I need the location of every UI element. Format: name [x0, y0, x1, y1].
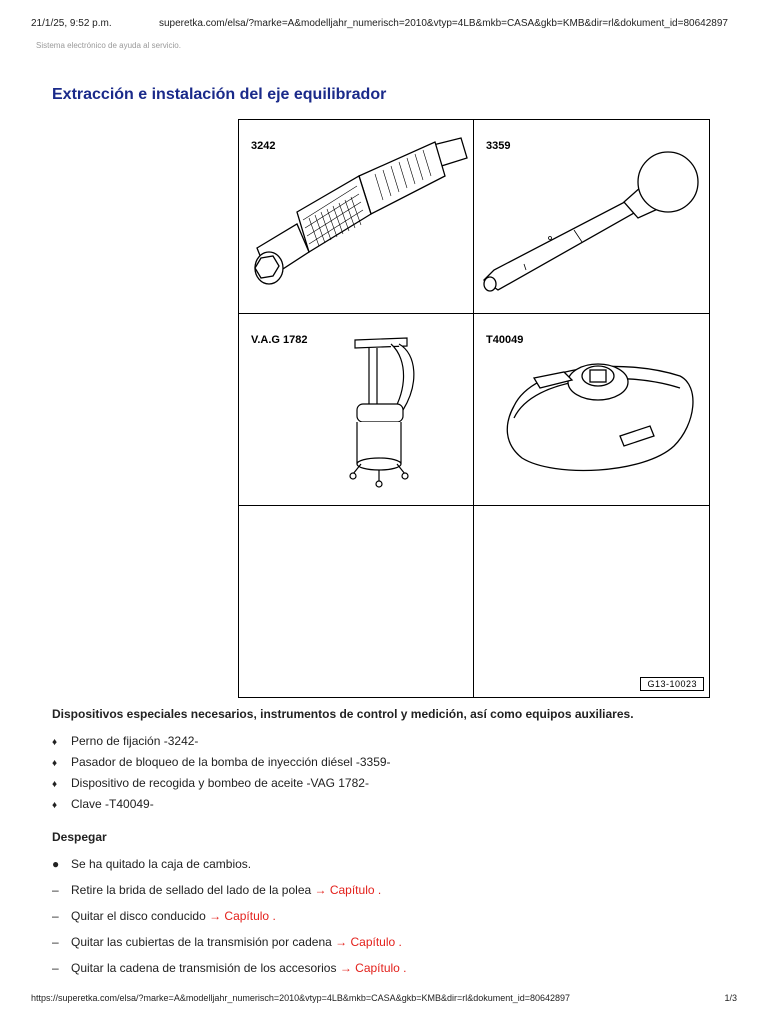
- app-subtitle: Sistema electrónico de ayuda al servicio.: [36, 41, 181, 50]
- tool-cell-vag1782: [239, 314, 474, 506]
- step-item: – Quitar la cadena de transmisión de los accesorios → Capítulo .: [52, 961, 407, 975]
- wrench-adapter-icon: [474, 314, 708, 504]
- chapter-link[interactable]: → Capítulo: [314, 883, 375, 897]
- print-header: [31, 18, 737, 32]
- equipment-heading: Dispositivos especiales necesarios, instrumentos de control y medición, así como equipos auxiliares.: [52, 707, 634, 721]
- list-item: ♦ Pasador de bloqueo de la bomba de inyección diésel -3359-: [52, 752, 391, 773]
- page-title: Extracción e instalación del eje equilibrador: [52, 86, 387, 103]
- diamond-bullet-icon: ♦: [52, 800, 58, 811]
- page-number: 1/3: [724, 993, 737, 1003]
- chapter-link[interactable]: → Capítulo: [335, 935, 396, 949]
- print-datetime: 21/1/25, 9:52 p.m.: [31, 18, 112, 29]
- tool-code-label: 3359: [486, 140, 511, 152]
- step-item: – Quitar el disco conducido → Capítulo .: [52, 909, 276, 923]
- step-item: – Quitar las cubiertas de la transmisión por cadena → Capítulo .: [52, 935, 402, 949]
- tool-cell-empty-left: [239, 506, 474, 697]
- list-item: ♦ Perno de fijación -3242-: [52, 731, 391, 752]
- tool-list: [52, 731, 391, 815]
- list-item: ♦ Dispositivo de recogida y bombeo de aceite -VAG 1782-: [52, 773, 391, 794]
- tool-code-label: T40049: [486, 334, 524, 346]
- footer-url: https://superetka.com/elsa/?marke=A&modelljahr_numerisch=2010&vtyp=4LB&mkb=CASA&gkb=KMB&dir=rl&dokument_id=80642897: [31, 993, 571, 1003]
- print-footer: [31, 993, 737, 1007]
- chapter-link[interactable]: → Capítulo: [339, 961, 400, 975]
- fixing-bolt-icon: [239, 120, 471, 312]
- tool-code-label: V.A.G 1782: [251, 334, 308, 346]
- tool-code-label: 3242: [251, 140, 276, 152]
- step-item: – Retire la brida de sellado del lado de la polea → Capítulo .: [52, 883, 382, 897]
- list-item: ♦ Clave -T40049-: [52, 794, 391, 815]
- tool-cell-empty-right: [474, 506, 709, 697]
- diamond-bullet-icon: ♦: [52, 779, 58, 790]
- special-tools-figure: [238, 119, 710, 698]
- tool-cell-t40049: [474, 314, 709, 506]
- step-item: ● Se ha quitado la caja de cambios.: [52, 857, 252, 871]
- oil-pump-cart-icon: [239, 314, 471, 504]
- tool-cell-3359: [474, 120, 709, 314]
- chapter-link[interactable]: → Capítulo: [209, 909, 270, 923]
- diamond-bullet-icon: ♦: [52, 758, 58, 769]
- section-title: Despegar: [52, 830, 107, 844]
- locking-pin-icon: [474, 120, 708, 312]
- diamond-bullet-icon: ♦: [52, 737, 58, 748]
- tool-cell-3242: [239, 120, 474, 314]
- procedure-steps: [52, 853, 407, 983]
- figure-reference: G13-10023: [640, 677, 704, 691]
- print-url: superetka.com/elsa/?marke=A&modelljahr_numerisch=2010&vtyp=4LB&mkb=CASA&gkb=KMB&dir=rl&dokument_id=80642897: [159, 18, 728, 29]
